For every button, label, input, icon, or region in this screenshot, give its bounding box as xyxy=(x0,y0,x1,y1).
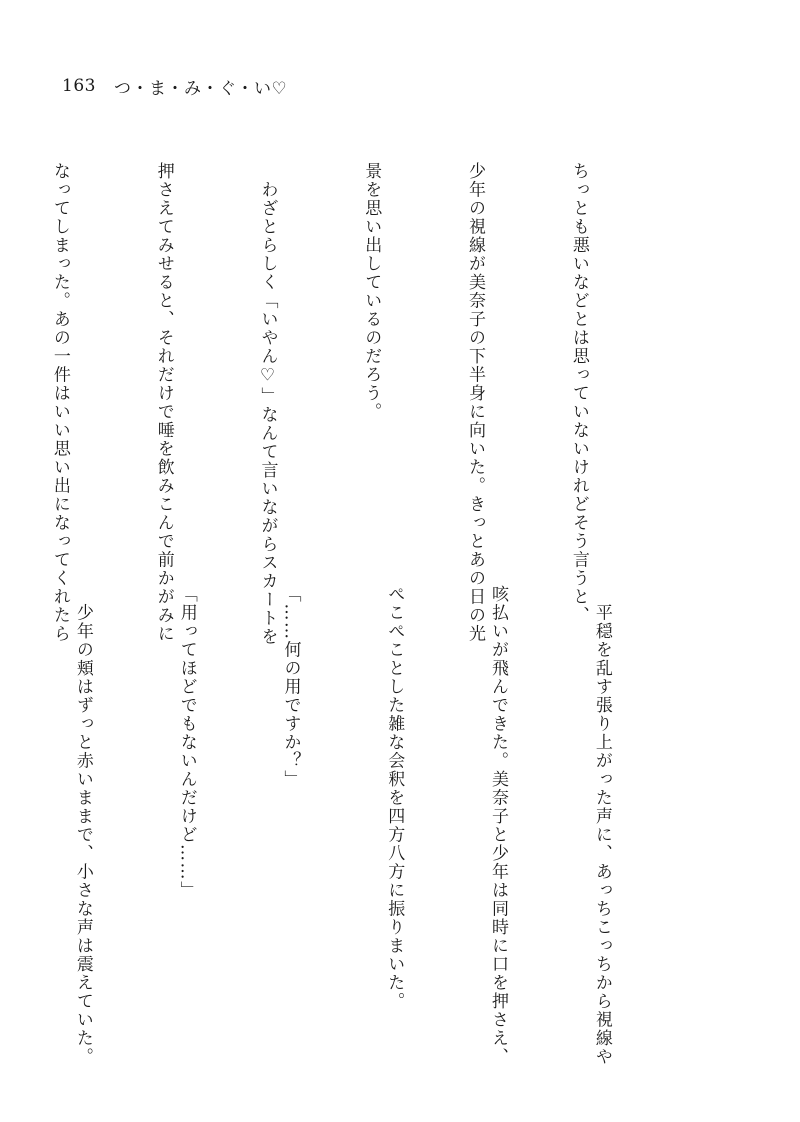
running-header xyxy=(62,74,287,98)
page-number: 163 xyxy=(62,76,96,96)
text-block-upper xyxy=(49,162,665,646)
text-line: 少年の視線が美奈子の下半身に向いた。きっとあの日の光 xyxy=(465,162,486,643)
running-title: つ・ま・み・ぐ・い♡ xyxy=(113,78,288,99)
text-line: ぺこぺことした雑な会釈を四方八方に振りまいた。 xyxy=(384,585,405,1011)
text-line: 「用ってほどでもないんだけど……」 xyxy=(176,585,197,900)
text-line: なってしまった。あの一件はいい思い出になってくれたら xyxy=(49,162,70,643)
text-line: 景を思い出しているのだろう。 xyxy=(361,162,382,421)
text-line: わざとらしく「いやん♡」なんて言いながらスカートを xyxy=(257,162,278,646)
text-line: 「……何の用ですか？」 xyxy=(280,585,301,789)
text-line: 咳払いが飛んできた。美奈子と少年は同時に口を押さえ、 xyxy=(488,585,509,1066)
text-line: 少年の頬はずっと赤いままで、小さな声は震えていた。 xyxy=(72,585,93,1066)
text-block-lower xyxy=(72,585,688,1066)
text-line: ちっとも悪いなどとは思っていないけれどそう言うと、 xyxy=(568,162,589,625)
text-line: 押さえてみせると、それだけで唾を飲みこんで前かがみに xyxy=(153,162,174,643)
text-line: 平穏を乱す張り上がった声に、あっちこっちから視線や xyxy=(591,585,612,1066)
